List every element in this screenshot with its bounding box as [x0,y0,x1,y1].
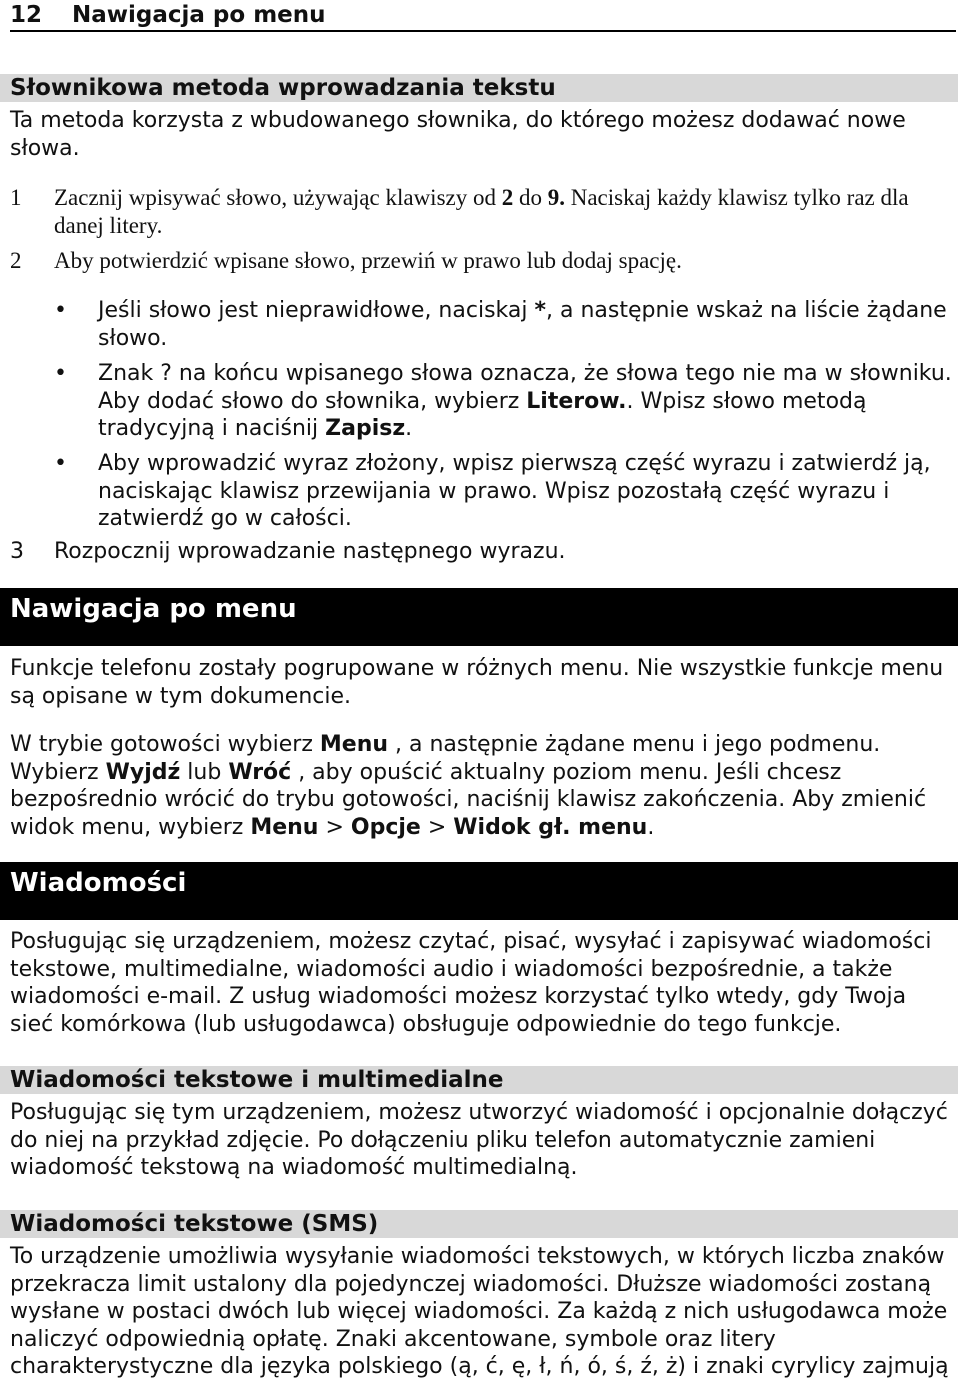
step-text: Zacznij wpisywać słowo, używając klawiszy od 2 do 9. Naciskaj każdy klawisz tylko raz dla danej litery. [54,185,909,238]
page-header [10,0,956,32]
bullet-text: Aby wprowadzić wyraz złożony, wpisz pierwszą część wyrazu i zatwierdź ją, naciskając klawisz przewijania w prawo. Wpisz pozostałą część wyrazu i zatwierdź go w całości. [98,451,931,531]
menu-intro: Funkcje telefonu zostały pogrupowane w różnych menu. Nie wszystkie funkcje menu są opisane w tym dokumencie. [10,656,944,709]
bullet-item [54,297,954,352]
step-1 [10,184,954,239]
bullet-marker: • [54,361,67,386]
dictionary-intro: Ta metoda korzysta z wbudowanego słownika, do którego możesz dodawać nowe słowa. [10,108,906,161]
section-heading-text-multimedia: Wiadomości tekstowe i multimedialne [0,1066,958,1094]
section-heading-sms: Wiadomości tekstowe (SMS) [0,1210,958,1238]
running-title: Nawigacja po menu [72,2,326,28]
step-text: Aby potwierdzić wpisane słowo, przewiń w prawo lub dodaj spację. [54,248,682,273]
step-number: 1 [10,185,22,210]
step-text: Rozpocznij wprowadzanie następnego wyrazu. [54,539,566,564]
bullet-text: Znak ? na końcu wpisanego słowa oznacza, że słowa tego nie ma w słowniku. Aby dodać słowo do słownika, wybierz Literow.. Wpisz słowo metodą tradycyjną i naciśnij Zapisz. [98,361,952,441]
sms-paragraph: To urządzenie umożliwia wysyłanie wiadomości tekstowych, w których liczba znaków przekracza limit ustalony dla pojedynczej wiadomości. Dłuższe wiadomości zostaną wysłane w postaci dwóch lub więcej wiadomości. Za każdą z nich usługodawca może naliczyć odpowiednią opłatę. Znaki akcentowane, symbole oraz litery charakterystyczne dla języka polskiego (ą, ć, ę, ł, ń, ó, ś, ź, ż) i znaki cyrylicy zajmują [10,1244,949,1379]
bullet-marker: • [54,451,67,476]
step-number: 2 [10,248,22,273]
bullet-item [54,450,954,533]
bullet-text: Jeśli słowo jest nieprawidłowe, naciskaj *, a następnie wskaż na liście żądane słowo. [98,298,947,351]
section-heading-menu-navigation: Nawigacja po menu [0,588,958,646]
step-number: 3 [10,539,24,564]
page-number: 12 [10,2,43,28]
messages-intro: Posługując się urządzeniem, możesz czytać, pisać, wysyłać i zapisywać wiadomości tekstowe, multimedialne, wiadomości audio i wiadomości bezpośrednie, a także wiadomości e-mail. Z usług wiadomości możesz korzystać tylko wtedy, gdy Twoja sieć komórkowa (lub usługodawca) obsługuje odpowiednie do tego funkcje. [10,929,932,1037]
step-2 [10,247,954,275]
bullet-marker: • [54,298,67,323]
section-heading-messages: Wiadomości [0,862,958,920]
text-multimedia-paragraph: Posługując się tym urządzeniem, możesz utworzyć wiadomość i opcjonalnie dołączyć do niej na przykład zdjęcie. Po dołączeniu pliku telefon automatycznie zamieni wiadomość tekstową na wiadomość multimedialną. [10,1100,948,1180]
section-heading-dictionary: Słownikowa metoda wprowadzania tekstu [0,74,958,102]
bullet-item [54,360,954,443]
step-3 [10,538,954,566]
menu-instructions: W trybie gotowości wybierz Menu , a następnie żądane menu i jego podmenu. Wybierz Wyjdź lub Wróć , aby opuścić aktualny poziom menu. Jeśli chcesz bezpośrednio wrócić do trybu gotowości, naciśnij klawisz zakończenia. Aby zmienić widok menu, wybierz Menu > Opcje > Widok gł. menu. [10,732,927,840]
